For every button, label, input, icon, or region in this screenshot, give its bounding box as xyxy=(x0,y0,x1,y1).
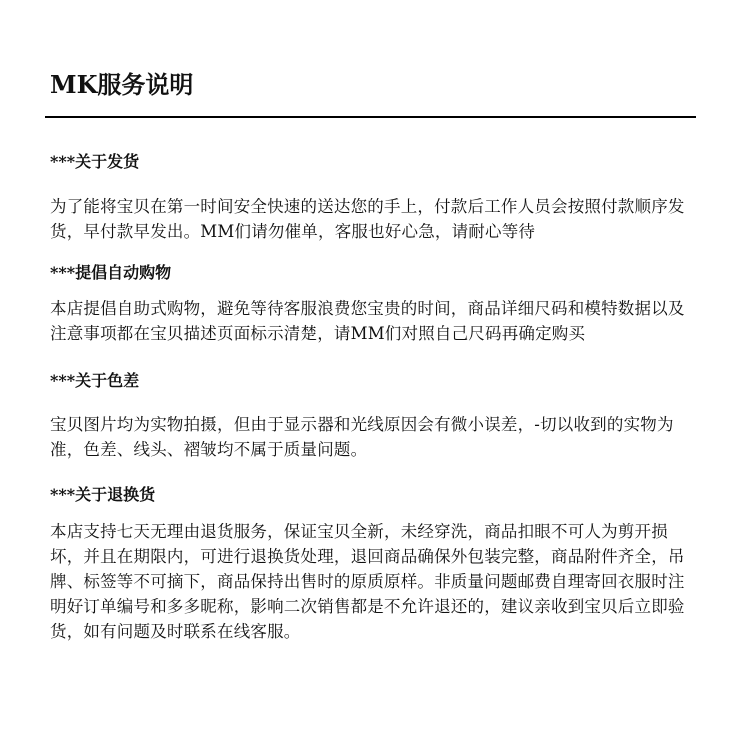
section-heading-returns: ***关于退换货 xyxy=(50,485,156,504)
section-body-returns: 本店支持七天无理由退货服务，保证宝贝全新，未经穿洗，商品扣眼不可人为剪开损坏，并且在期限内，可进行退换货处理，退回商品确保外包装完整，商品附件齐全，吊牌、标签等不可摘下，商品保持出售时的原质原样。非质量问题邮费自理寄回衣服时注明好订单编号和多多昵称，影响二次销售都是不允许退还的，建议亲收到宝贝后立即验货，如有问题及时联系在线客服。 xyxy=(50,522,685,641)
section-body-shipping: 为了能将宝贝在第一时间安全快速的送达您的手上，付款后工作人员会按照付款顺序发货，早付款早发出。MM们请勿催单，客服也好心急，请耐心等待 xyxy=(50,197,685,241)
section-heading-color-difference: ***关于色差 xyxy=(50,371,140,390)
title-divider xyxy=(45,116,696,118)
page-title: MK服务说明 xyxy=(50,70,194,99)
section-heading-shipping: ***关于发货 xyxy=(50,152,140,171)
section-body-self-service: 本店提倡自助式购物，避免等待客服浪费您宝贵的时间，商品详细尺码和模特数据以及注意事项都在宝贝描述页面标示清楚，请MM们对照自己尺码再确定购买 xyxy=(50,299,685,343)
section-heading-self-service: ***提倡自动购物 xyxy=(50,263,172,282)
section-body-color-difference: 宝贝图片均为实物拍摄，但由于显示器和光线原因会有微小误差，-切以收到的实物为准，色差、线头、褶皱均不属于质量问题。 xyxy=(50,415,674,459)
